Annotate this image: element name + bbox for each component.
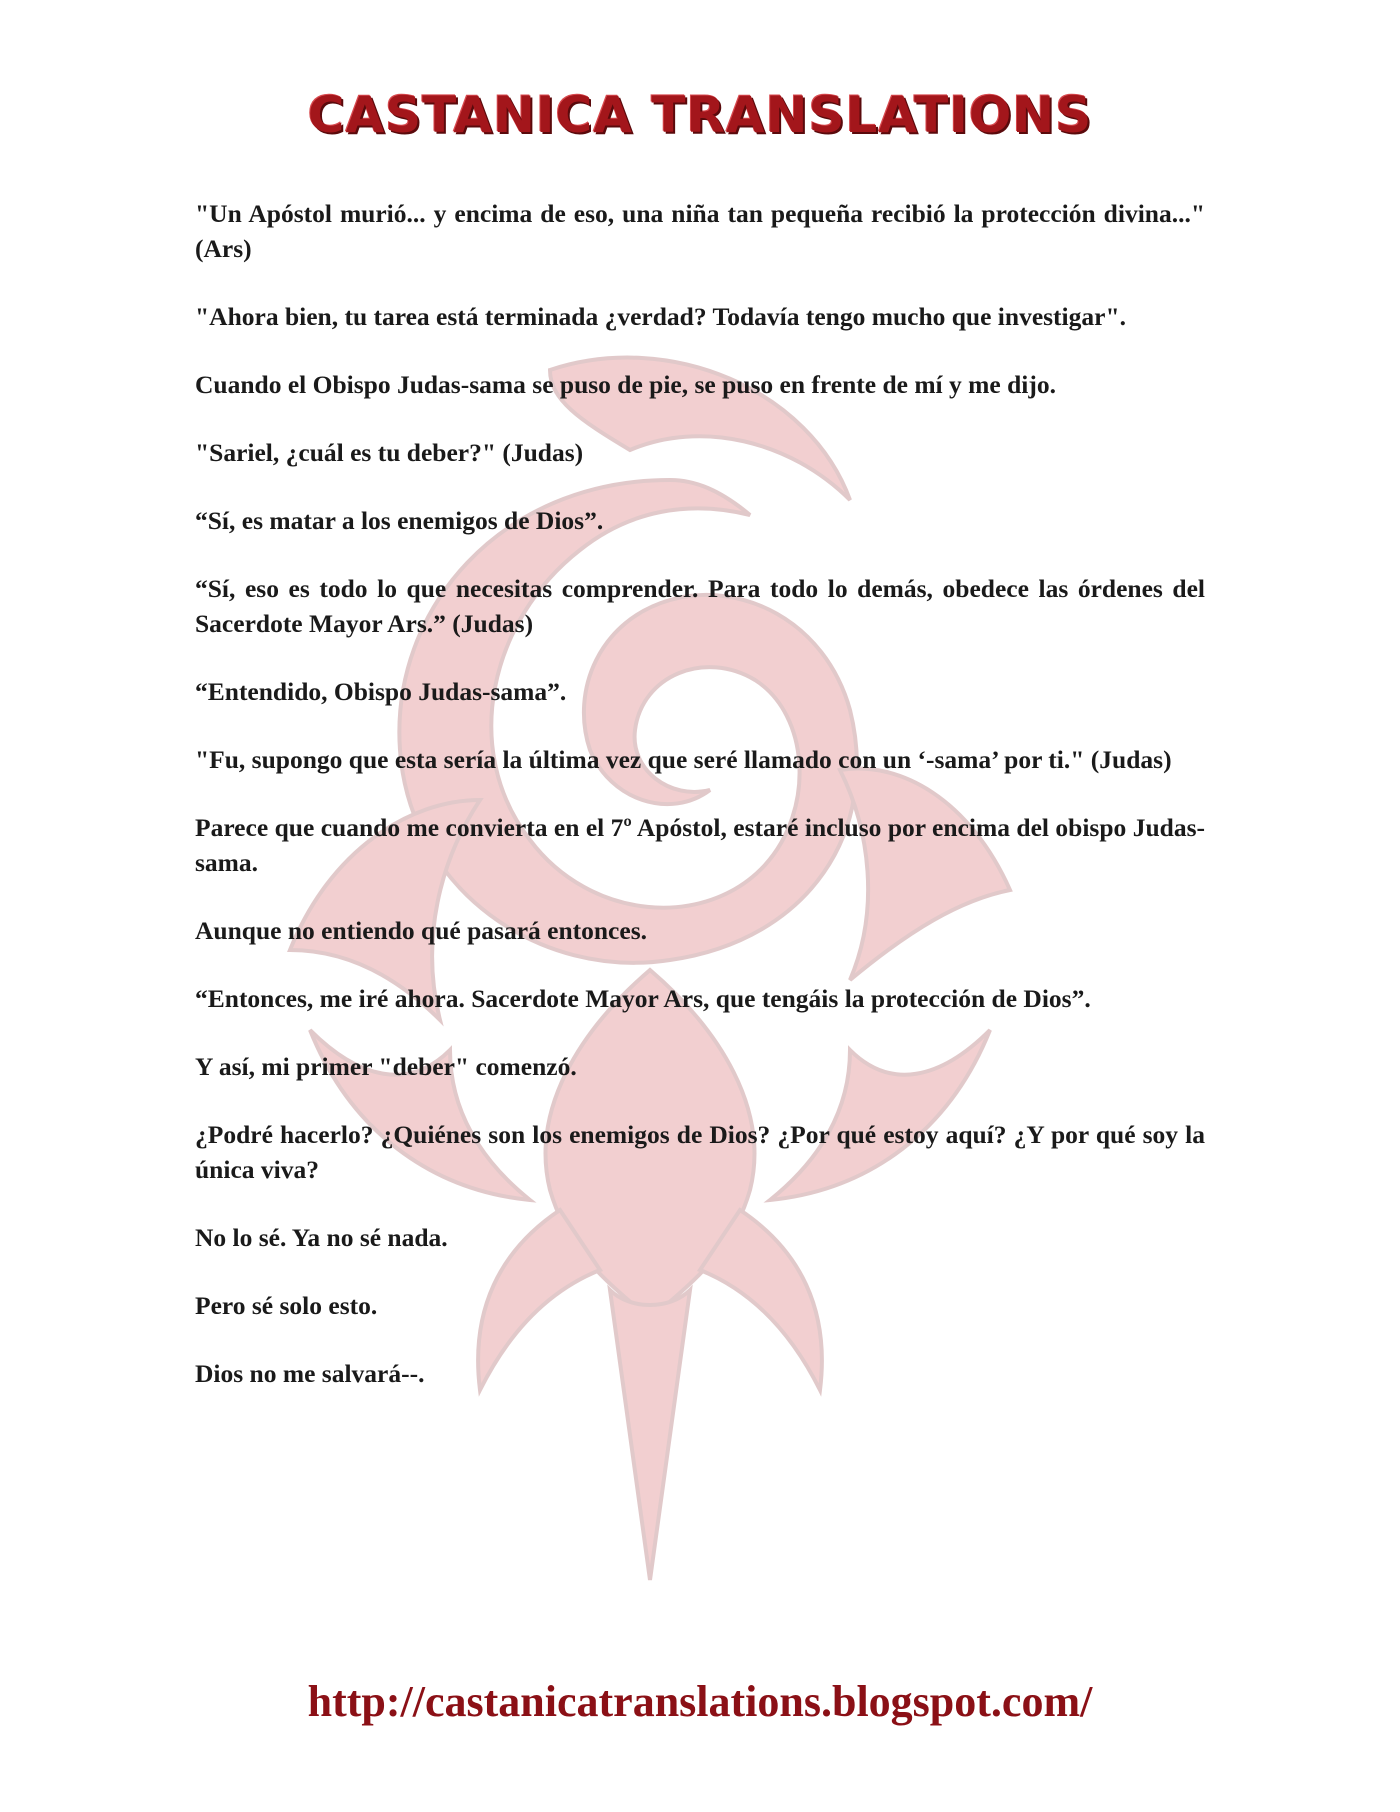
paragraph: Cuando el Obispo Judas-sama se puso de pie, se puso en frente de mí y me dijo. (195, 370, 1056, 399)
paragraph: "Un Apóstol murió... y encima de eso, una niña tan pequeña recibió la protección divina..." (Ars) (195, 199, 1205, 263)
footer-link[interactable]: http://castanicatranslations.blogspot.com/ (307, 1677, 1093, 1726)
paragraph: Pero sé solo esto. (195, 1291, 378, 1320)
paragraph: Parece que cuando me convierta en el 7º Apóstol, estaré incluso por encima del obispo Judas-sama. (195, 813, 1205, 877)
paragraph: "Ahora bien, tu tarea está terminada ¿verdad? Todavía tengo mucho que investigar". (195, 302, 1126, 331)
paragraph: "Sariel, ¿cuál es tu deber?" (Judas) (195, 438, 584, 467)
site-title: CASTANICA TRANSLATIONS (307, 86, 1093, 144)
paragraph: “Entonces, me iré ahora. Sacerdote Mayor Ars, que tengáis la protección de Dios”. (195, 984, 1091, 1013)
paragraph: “Sí, es matar a los enemigos de Dios”. (195, 506, 604, 535)
paragraph: “Sí, eso es todo lo que necesitas comprender. Para todo lo demás, obedece las órdenes del Sacerdote Mayor Ars.” (Judas) (195, 574, 1205, 638)
paragraph: Dios no me salvará--. (195, 1359, 425, 1388)
document-body (195, 196, 1205, 1424)
paragraph: "Fu, supongo que esta sería la última vez que seré llamado con un ‘-sama’ por ti." (Judas) (195, 745, 1172, 774)
paragraph: ¿Podré hacerlo? ¿Quiénes son los enemigos de Dios? ¿Por qué estoy aquí? ¿Y por qué soy la única viva? (195, 1120, 1205, 1184)
paragraph: Y así, mi primer "deber" comenzó. (195, 1052, 577, 1081)
paragraph: Aunque no entiendo qué pasará entonces. (195, 916, 647, 945)
paragraph: “Entendido, Obispo Judas-sama”. (195, 677, 567, 706)
paragraph: No lo sé. Ya no sé nada. (195, 1223, 448, 1252)
